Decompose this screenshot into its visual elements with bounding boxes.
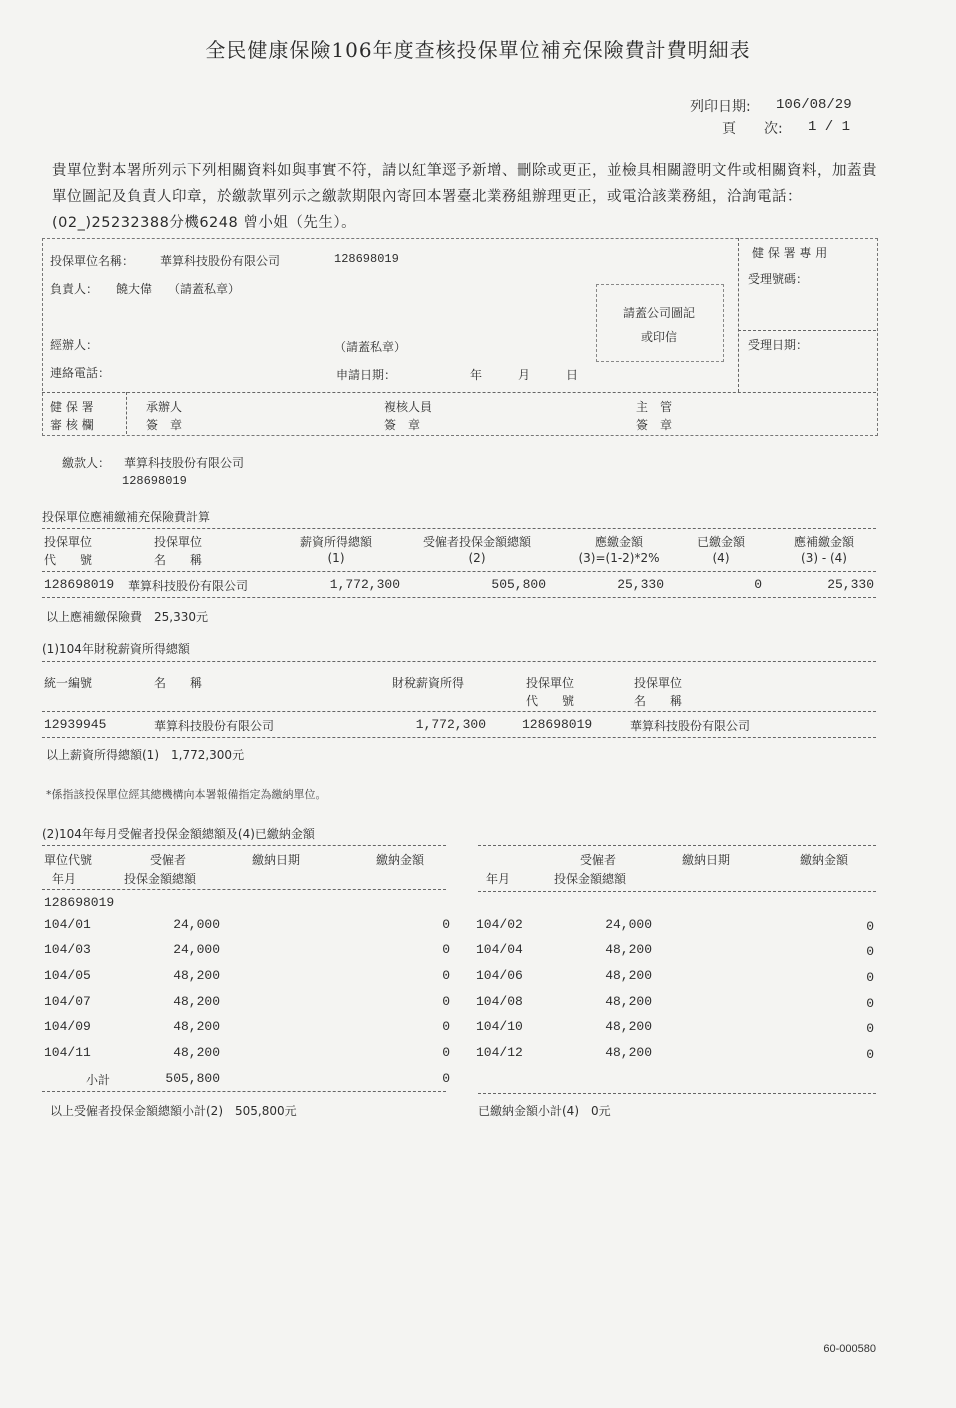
- s3-row-insured-right: 24,000: [605, 917, 652, 932]
- s3-row-insured-left: 48,200: [173, 994, 220, 1009]
- s1-row-balance: 25,330: [827, 577, 874, 592]
- section3-summary-left: 以上受僱者投保金額總額小計(2) 505,800元: [50, 1104, 297, 1118]
- designation-note: *係指該投保單位經其總機構向本署報備指定為繳納單位。: [46, 788, 327, 801]
- s1-h-paid-l1: 已繳金額: [696, 535, 745, 549]
- s2-row-taxid: 12939945: [44, 717, 107, 732]
- s1-row-due: 25,330: [617, 577, 664, 592]
- s3-subtotal-label: 小計: [86, 1073, 111, 1087]
- section3-right-top-rule: [478, 845, 876, 846]
- s3-row-amount-right: 0: [866, 970, 874, 985]
- s3-h-insured-l1-right: 受僱者: [580, 853, 617, 867]
- s3-row-ym-right: 104/12: [476, 1045, 523, 1060]
- handler-seal-note: （請蓋私章）: [334, 340, 407, 354]
- s3-row-insured-right: 48,200: [605, 994, 652, 1009]
- s3-row-ym-left: 104/07: [44, 994, 91, 1009]
- s3-h-unitcode: 單位代號: [44, 853, 93, 867]
- s1-h-balance-l2: (3) - (4): [801, 551, 847, 565]
- payer-label: 繳款人：: [62, 456, 111, 470]
- s3-row-amount-right: 0: [866, 1047, 874, 1062]
- s3-row-insured-left: 24,000: [173, 942, 220, 957]
- s3-row-amount-right: 0: [866, 1021, 874, 1036]
- reviewer1-line1: 承辦人: [146, 400, 183, 414]
- section3-right-header-rule: [478, 891, 876, 892]
- page-value: 1 / 1: [808, 119, 851, 135]
- unit-name: 華算科技股份有限公司: [160, 254, 281, 268]
- owner-name: 饒大偉: [116, 282, 153, 296]
- s2-row-name: 華算科技股份有限公司: [154, 719, 275, 733]
- unit-code: 128698019: [334, 252, 399, 266]
- s3-row-ym-right: 104/06: [476, 968, 523, 983]
- owner-label: 負責人：: [50, 282, 99, 296]
- s2-row-unitcode: 128698019: [522, 717, 593, 732]
- s1-h-salary-l1: 薪資所得總額: [299, 535, 372, 549]
- s3-row-insured-right: 48,200: [605, 1019, 652, 1034]
- apply-month-label: 月: [518, 368, 531, 382]
- review-col-line2: 審 核 欄: [50, 418, 94, 432]
- s3-row-ym-left: 104/09: [44, 1019, 91, 1034]
- s1-row-code: 128698019: [44, 577, 115, 592]
- s2-h-unitname-l2: 名 稱: [634, 694, 683, 708]
- payer-name: 華算科技股份有限公司: [124, 456, 245, 470]
- s3-row-amount-left: 0: [442, 968, 450, 983]
- s1-row-insured: 505,800: [491, 577, 546, 592]
- s1-h-paid-l2: (4): [712, 551, 730, 565]
- s3-row-insured-right: 48,200: [605, 942, 652, 957]
- section1-summary: 以上應補繳保險費 25,330元: [46, 610, 208, 624]
- company-stamp-box: [596, 284, 724, 362]
- s3-h-ym-right: 年月: [486, 872, 511, 886]
- s3-h-payamount-right: 繳納金額: [800, 853, 849, 867]
- apply-date-label: 申請日期：: [336, 368, 397, 382]
- s3-row-ym-left: 104/03: [44, 942, 91, 957]
- s1-row-paid: 0: [754, 577, 762, 592]
- review-divider: [42, 392, 876, 393]
- s1-h-code-l1: 投保單位: [44, 535, 93, 549]
- s1-h-name-l1: 投保單位: [154, 535, 203, 549]
- s3-h-paydate-right: 繳納日期: [682, 853, 731, 867]
- company-stamp-line2: 或印信: [640, 330, 677, 344]
- footer-code: 60-000580: [823, 1343, 876, 1355]
- s3-row-amount-right: 0: [866, 944, 874, 959]
- s3-h-insured-l1-left: 受僱者: [150, 853, 187, 867]
- s3-row-ym-left: 104/05: [44, 968, 91, 983]
- s3-h-paydate-left: 繳納日期: [252, 853, 301, 867]
- s3-row-ym-left: 104/11: [44, 1045, 91, 1060]
- s2-row-unitname: 華算科技股份有限公司: [630, 719, 751, 733]
- print-date-label: 列印日期:: [690, 99, 751, 115]
- payer-code: 128698019: [122, 474, 187, 488]
- s1-h-insured-l1: 受僱者投保金額總額: [422, 535, 531, 549]
- s3-row-insured-left: 24,000: [173, 917, 220, 932]
- review-col-divider: [126, 392, 127, 434]
- section3-left-header-rule: [42, 889, 446, 890]
- s3-row-amount-right: 0: [866, 996, 874, 1011]
- section1-title: 投保單位應補繳補充保險費計算: [42, 510, 211, 524]
- s3-row-ym-left: 104/01: [44, 917, 91, 932]
- section3-summary-right: 已繳納金額小計(4) 0元: [478, 1104, 611, 1118]
- s3-row-amount-left: 0: [442, 1019, 450, 1034]
- reviewer3-line2: 簽 章: [636, 418, 673, 432]
- s1-row-salary: 1,772,300: [329, 577, 400, 592]
- accept-date-label: 受理日期：: [748, 338, 809, 352]
- section2-top-rule: [42, 661, 876, 662]
- s1-h-balance-l1: 應補繳金額: [793, 535, 854, 549]
- reviewer2-line1: 複核人員: [384, 400, 433, 414]
- section2-header-rule: [42, 711, 876, 712]
- s3-row-insured-left: 48,200: [173, 1019, 220, 1034]
- s3-subtotal-amount: 0: [442, 1071, 450, 1086]
- s1-row-name: 華算科技股份有限公司: [128, 579, 249, 593]
- section3-left-top-rule: [42, 845, 446, 846]
- s2-h-taxid: 統一編號: [44, 676, 93, 690]
- section3-title: (2)104年每月受僱者投保金額總額及(4)已繳納金額: [42, 827, 315, 841]
- s1-h-due-l2: (3)=(1-2)*2%: [578, 551, 660, 565]
- apply-year-label: 年: [470, 368, 483, 382]
- section1-top-rule: [42, 528, 876, 529]
- s3-row-ym-right: 104/10: [476, 1019, 523, 1034]
- s2-row-salary: 1,772,300: [415, 717, 486, 732]
- nhi-divider: [738, 330, 876, 331]
- s1-h-name-l2: 名 稱: [154, 553, 203, 567]
- form-divider: [738, 238, 739, 392]
- document-title: 全民健康保險106年度查核投保單位補充保險費計費明細表: [205, 38, 751, 62]
- reviewer2-line2: 簽 章: [384, 418, 421, 432]
- s3-h-payamount-left: 繳納金額: [376, 853, 425, 867]
- s1-h-insured-l2: (2): [468, 551, 486, 565]
- section2-summary: 以上薪資所得總額(1) 1,772,300元: [46, 748, 245, 762]
- unit-name-label: 投保單位名稱：: [50, 254, 135, 268]
- s3-row-ym-right: 104/04: [476, 942, 523, 957]
- s3-row-ym-right: 104/08: [476, 994, 523, 1009]
- s3-row-ym-right: 104/02: [476, 917, 523, 932]
- s1-h-due-l1: 應繳金額: [594, 535, 643, 549]
- section1-bottom-rule: [42, 597, 876, 598]
- s3-row-amount-right: 0: [866, 919, 874, 934]
- page-label: 頁 次:: [722, 121, 783, 137]
- section2-title: (1)104年財稅薪資所得總額: [42, 642, 190, 656]
- section3-left-bottom-rule: [42, 1091, 446, 1092]
- reviewer3-line1: 主 管: [636, 400, 673, 414]
- s1-h-salary-l2: (1): [327, 551, 345, 565]
- s3-row-amount-left: 0: [442, 1045, 450, 1060]
- s2-h-name: 名 稱: [154, 676, 203, 690]
- s3-row-amount-left: 0: [442, 917, 450, 932]
- s3-h-insured-l2-left: 投保金額總額: [124, 872, 197, 886]
- print-date: 106/08/29: [776, 97, 852, 113]
- s3-row-insured-right: 48,200: [605, 968, 652, 983]
- section1-header-rule: [42, 571, 876, 572]
- s3-row-amount-left: 0: [442, 994, 450, 1009]
- accept-no-label: 受理號碼：: [748, 272, 809, 286]
- s2-h-unitcode-l1: 投保單位: [526, 676, 575, 690]
- handler-label: 經辦人：: [50, 338, 99, 352]
- intro-paragraph: 貴單位對本署所列示下列相關資料如與事實不符，請以紅筆逕予新增、刪除或更正，並檢具相關證明文件或相關資料，加蓋貴單位圖記及負責人印章，於繳款單列示之繳款期限內寄回本署臺北業務組辦理更正，或電洽該業務組，洽詢電話：(02_)25232388分機6248 曾小姐（先生）。: [52, 163, 877, 231]
- s3-h-insured-l2-right: 投保金額總額: [554, 872, 627, 886]
- s3-h-ym-left: 年月: [52, 872, 77, 886]
- apply-day-label: 日: [566, 368, 579, 382]
- phone-label: 連絡電話：: [50, 366, 111, 380]
- company-stamp-line1: 請蓋公司圖記: [622, 306, 695, 320]
- s2-h-unitcode-l2: 代 號: [526, 694, 575, 708]
- s3-unit-code: 128698019: [44, 895, 115, 910]
- s3-row-insured-left: 48,200: [173, 1045, 220, 1060]
- s3-row-insured-right: 48,200: [605, 1045, 652, 1060]
- section2-bottom-rule: [42, 737, 876, 738]
- review-col-line1: 健 保 署: [50, 400, 94, 414]
- section3-right-bottom-rule: [478, 1093, 876, 1094]
- s2-h-unitname-l1: 投保單位: [634, 676, 683, 690]
- nhi-only-label: 健 保 署 專 用: [752, 246, 828, 260]
- s3-row-amount-left: 0: [442, 942, 450, 957]
- s2-h-salary: 財稅薪資所得: [392, 676, 465, 690]
- s3-subtotal-insured: 505,800: [165, 1071, 220, 1086]
- owner-seal-note: （請蓋私章）: [168, 282, 241, 296]
- reviewer1-line2: 簽 章: [146, 418, 183, 432]
- s1-h-code-l2: 代 號: [44, 553, 93, 567]
- s3-row-insured-left: 48,200: [173, 968, 220, 983]
